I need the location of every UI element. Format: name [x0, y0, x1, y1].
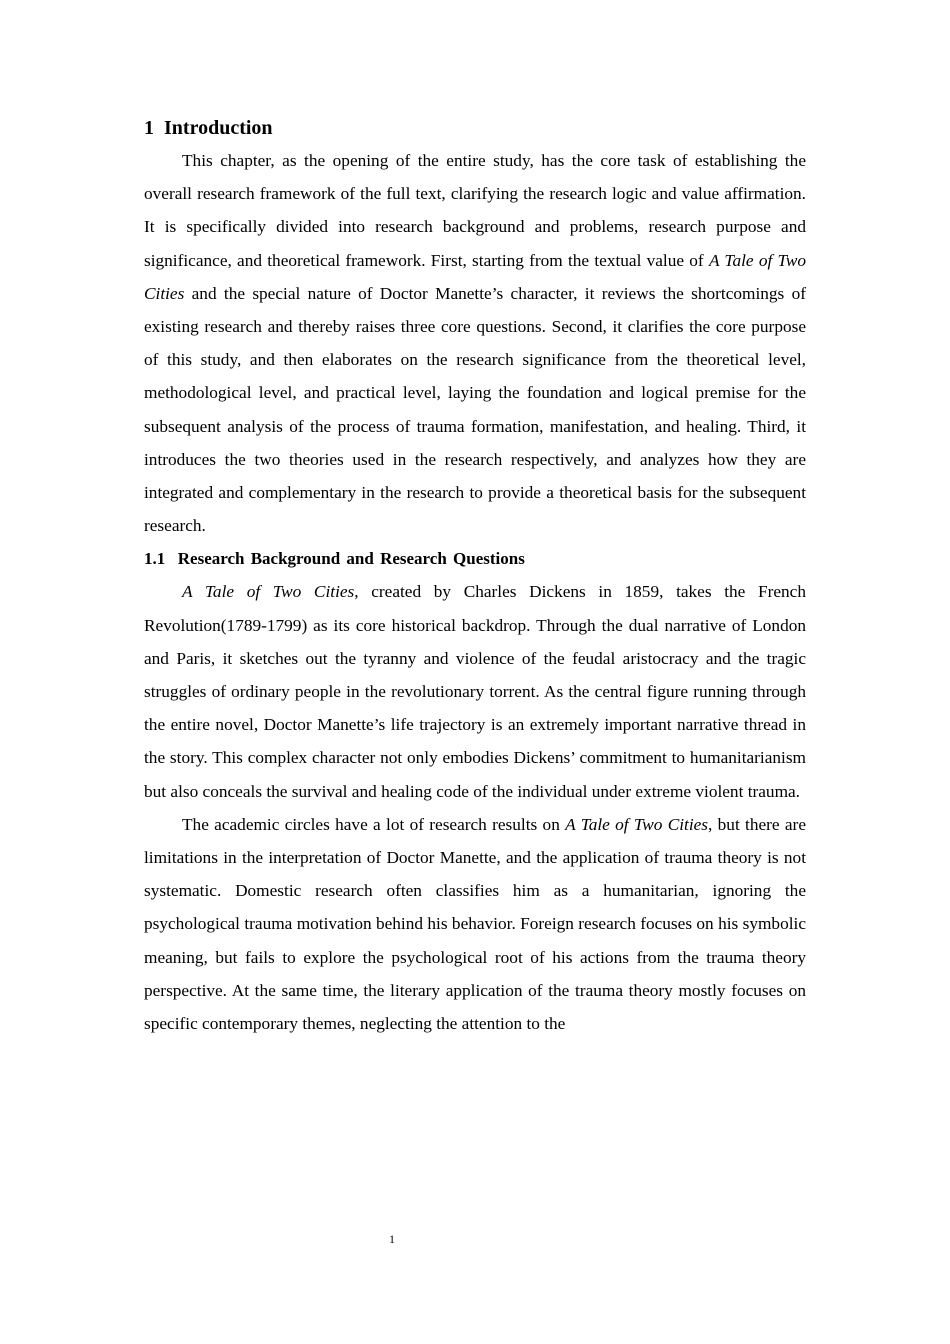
background-text: , created by Charles Dickens in 1859, takes the French Revolution(1789-1799) as its core historical backdrop. Through the dual narrative of London and Paris, it sketches out the tyranny and violence of the feudal aristocracy and the tragic struggles of ordinary people in the revolutionary torrent. As the central figure running through the entire novel, Doctor Manette’s life trajectory is an extremely important narrative thread in the story. This complex character not only embodies Dickens’ commitment to humanitarianism but also conceals the survival and healing code of the individual under extreme violent trauma.: [144, 582, 806, 801]
background-novel-title: A Tale of Two Cities: [182, 582, 355, 602]
chapter-number: 1: [144, 117, 154, 139]
chapter-heading: [144, 112, 806, 144]
academic-novel-title: A Tale of Two Cities: [565, 814, 709, 834]
academic-text-1: The academic circles have a lot of research results on: [182, 814, 566, 834]
intro-text-2: and the special nature of Doctor Manette’s character, it reviews the shortcomings of existing research and thereby raises three core questions. Second, it clarifies the core purpose of this study, and then elaborates on the research significance from the theoretical level, methodological level, and practical level, laying the foundation and logical premise for the subsequent analysis of the process of trauma formation, manifestation, and healing. Third, it introduces the two theories used in the research respectively, and analyzes how they are integrated and complementary in the research to provide a theoretical basis for the subsequent research.: [144, 283, 806, 536]
academic-text-2: , but there are limitations in the interpretation of Doctor Manette, and the application of trauma theory is not systematic. Domestic research often classifies him as a humanitarian, ignoring the psychological trauma motivation behind his behavior. Foreign research focuses on his symbolic meaning, but fails to explore the psychological root of his actions from the trauma theory perspective. At the same time, the literary application of the trauma theory mostly focuses on specific contemporary themes, neglecting the attention to the: [144, 814, 806, 1034]
academic-paragraph: [144, 808, 806, 1040]
section-number: 1.1: [144, 549, 166, 569]
intro-text-1: This chapter, as the opening of the entire study, has the core task of establishing the overall research framework of the full text, clarifying the research logic and value affirmation. It is specifically divided into research background and problems, research purpose and significance, and theoretical framework. First, starting from the textual value of: [144, 151, 806, 270]
page-number: 1: [389, 1232, 395, 1246]
chapter-title: Introduction: [164, 117, 273, 139]
background-paragraph: [144, 575, 806, 807]
intro-paragraph: [144, 144, 806, 542]
section-heading: [144, 542, 806, 575]
section-title: Research Background and Research Questions: [177, 549, 525, 569]
page-content: [144, 112, 806, 1040]
intro-novel-title: A Tale of Two Cities: [144, 250, 806, 303]
